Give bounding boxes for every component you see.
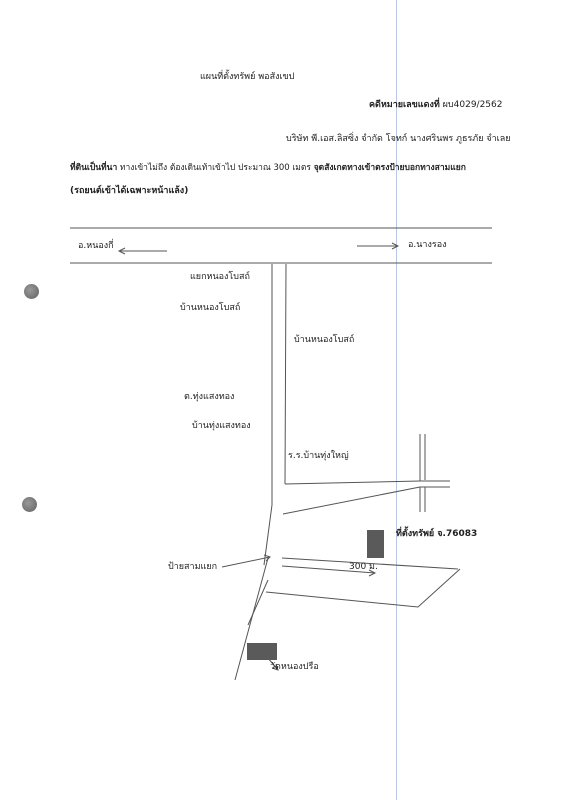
document-title: แผนที่ตั้งทรัพย์ พอสังเขป: [200, 72, 295, 82]
signpost-pointer-arrow: [222, 555, 270, 567]
left-direction-label: อ.หนองกี่: [78, 241, 114, 251]
village-left-label: บ้านหนองโบสถ์: [180, 303, 241, 313]
property-label: ที่ตั้งทรัพย์ จ.76083: [396, 529, 478, 539]
description-body: ทางเข้าไม่ถึง ต้องเดินเท้าเข้าไป ประมาณ 300 เมตร: [117, 163, 314, 173]
temple-label: วัดหนองปรือ: [270, 662, 319, 672]
left-direction-arrow: [119, 248, 167, 254]
lower-road-loop: [266, 569, 460, 607]
subdistrict-label: ต.ทุ่งแสงทอง: [184, 392, 235, 402]
property-marker: [367, 530, 384, 558]
village-right-label: บ้านหนองโบสถ์: [294, 335, 355, 345]
case-number-prefix: คดีหมายเลขแดงที่: [369, 100, 440, 110]
right-direction-arrow: [357, 243, 398, 249]
temple-marker: [247, 643, 277, 660]
branch-road-left-edge: [264, 264, 272, 565]
branch-road-right-edge: [285, 264, 286, 484]
parties-line: บริษัท พี.เอส.ลิสซิ่ง จำกัด โจทก์ นางศรินพร ภูธรภัย จำเลย: [286, 134, 511, 144]
distance-label: 300 ม.: [349, 562, 378, 572]
junction-label: แยกหนองโบสถ์: [190, 272, 250, 282]
school-road-bottom-edge: [283, 487, 420, 514]
right-direction-label: อ.นางรอง: [408, 240, 447, 250]
school-road-top-edge: [285, 481, 420, 484]
description-note: (รถยนต์เข้าได้เฉพาะหน้าแล้ง): [70, 186, 189, 196]
description-landmark: จุดสังเกตทางเข้าตรงป้ายบอกทางสามแยก: [313, 163, 466, 173]
signpost-label: ป้ายสามแยก: [168, 562, 218, 572]
school-label: ร.ร.บ้านทุ่งใหญ่: [288, 451, 349, 461]
lower-road-left: [235, 558, 268, 680]
description-lead: ที่ดินเป็นที่นา: [70, 163, 118, 173]
lower-road-stub: [248, 580, 268, 625]
case-number: ผบ4029/2562: [442, 100, 503, 110]
village-tungsaengthong-label: บ้านทุ่งแสงทอง: [192, 421, 251, 431]
